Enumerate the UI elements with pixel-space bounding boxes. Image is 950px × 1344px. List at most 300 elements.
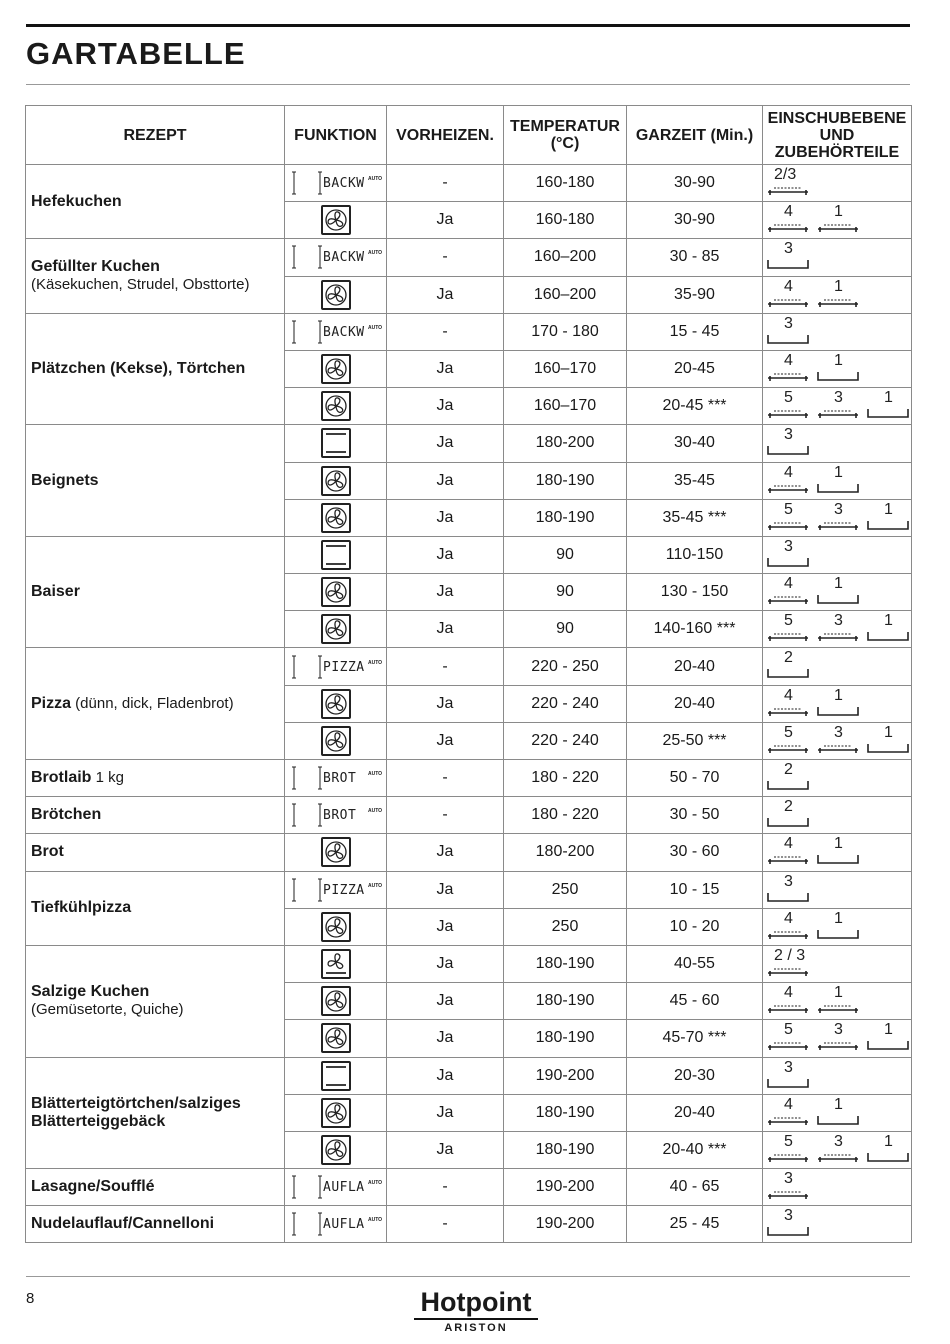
preheat-cell: Ja — [387, 536, 504, 573]
shelf-level-number: 1 — [834, 575, 843, 593]
baking-tray-icon — [818, 1116, 858, 1124]
recipe-detail: (dünn, dick, Fladenbrot) — [71, 694, 234, 712]
temperature-cell: 180-190 — [504, 1020, 627, 1057]
fan-heating-icon — [321, 466, 351, 496]
recipe-cell — [26, 797, 285, 834]
shelf-levels-diagram — [766, 798, 910, 832]
recipe-name: Gefüllter Kuchen — [31, 258, 160, 276]
brand-underline — [414, 1318, 538, 1320]
shelf-level-cell — [763, 611, 912, 648]
shelf-level-cell — [763, 797, 912, 834]
temperature-cell: 160–200 — [504, 276, 627, 313]
auto-label: AUTO — [367, 176, 382, 183]
wire-rack-icon — [818, 411, 858, 418]
auto-label: AUTO — [367, 659, 382, 666]
shelf-level-number: 3 — [834, 1021, 843, 1039]
shelf-level-cell — [763, 276, 912, 313]
fan-heating-icon — [321, 391, 351, 421]
brand-logo — [414, 1288, 538, 1334]
baking-tray-icon — [868, 744, 908, 752]
function-cell — [285, 908, 387, 945]
wire-rack-icon — [768, 1155, 808, 1162]
shelf-level-cell — [763, 1131, 912, 1168]
temperature-cell: 190-200 — [504, 1169, 627, 1206]
temperature-cell: 160-180 — [504, 165, 627, 202]
auto-program-display-icon — [288, 317, 384, 347]
preheat-cell: Ja — [387, 1131, 504, 1168]
wire-rack-icon — [768, 1118, 808, 1125]
temperature-cell: 180-200 — [504, 834, 627, 871]
cooking-time-cell: 20-45 *** — [627, 388, 763, 425]
preheat-cell: - — [387, 313, 504, 350]
baking-tray-icon — [818, 484, 858, 492]
header-temperatur-line1: TEMPERATUR — [510, 118, 620, 135]
temperature-cell: 180-190 — [504, 499, 627, 536]
auto-label: AUTO — [367, 808, 382, 815]
preheat-cell: Ja — [387, 388, 504, 425]
shelf-levels-diagram — [766, 984, 910, 1018]
wire-rack-icon — [768, 857, 808, 864]
shelf-level-cell — [763, 1206, 912, 1243]
fan-heating-icon — [321, 205, 351, 235]
baking-tray-icon — [768, 669, 808, 677]
shelf-level-cell — [763, 983, 912, 1020]
recipe-cell — [26, 648, 285, 760]
preheat-cell: Ja — [387, 202, 504, 239]
shelf-level-cell — [763, 834, 912, 871]
shelf-levels-diagram — [766, 315, 910, 349]
shelf-levels-diagram — [766, 612, 910, 646]
preheat-cell: Ja — [387, 276, 504, 313]
shelf-level-number: 3 — [784, 1207, 793, 1225]
temperature-cell: 180 - 220 — [504, 760, 627, 797]
cooking-time-cell: 30 - 50 — [627, 797, 763, 834]
shelf-level-cell — [763, 945, 912, 982]
preheat-cell: Ja — [387, 834, 504, 871]
temperature-cell: 180-190 — [504, 983, 627, 1020]
function-cell — [285, 165, 387, 202]
function-cell — [285, 425, 387, 462]
baking-tray-icon — [768, 1227, 808, 1235]
shelf-level-number: 3 — [834, 389, 843, 407]
recipe-name: Lasagne/Soufflé — [31, 1178, 155, 1196]
function-cell — [285, 1169, 387, 1206]
preheat-cell: Ja — [387, 1057, 504, 1094]
baking-tray-icon — [768, 260, 808, 268]
header-temperatur — [504, 106, 627, 165]
baking-tray-icon — [868, 521, 908, 529]
auto-program-display-icon — [288, 1209, 384, 1239]
shelf-level-cell — [763, 574, 912, 611]
cooking-time-cell: 20-40 — [627, 1094, 763, 1131]
shelf-level-number: 1 — [834, 1095, 843, 1113]
wire-rack-icon — [818, 300, 858, 307]
wire-rack-icon — [818, 225, 858, 232]
recipe-name: Plätzchen (Kekse), Törtchen — [31, 360, 246, 378]
table-row — [26, 871, 912, 908]
cooking-time-cell: 130 - 150 — [627, 574, 763, 611]
shelf-levels-diagram — [766, 1096, 910, 1130]
baking-tray-icon — [768, 781, 808, 789]
function-cell — [285, 499, 387, 536]
temperature-cell: 180-190 — [504, 1094, 627, 1131]
function-cell — [285, 462, 387, 499]
shelf-levels-diagram — [766, 1059, 910, 1093]
preheat-cell: Ja — [387, 1020, 504, 1057]
cooking-time-cell: 30-90 — [627, 165, 763, 202]
header-einschub — [763, 106, 912, 165]
temperature-cell: 180-190 — [504, 945, 627, 982]
cooking-time-cell: 140-160 *** — [627, 611, 763, 648]
shelf-level-number: 1 — [834, 984, 843, 1002]
table-row — [26, 313, 912, 350]
shelf-level-number: 1 — [884, 723, 893, 741]
temperature-cell: 220 - 250 — [504, 648, 627, 685]
cooking-time-cell: 25-50 *** — [627, 722, 763, 759]
shelf-level-number: 4 — [784, 575, 793, 593]
table-row — [26, 1169, 912, 1206]
table-row — [26, 1206, 912, 1243]
shelf-level-number: 1 — [834, 351, 843, 369]
shelf-level-number: 4 — [784, 203, 793, 221]
header-funktion: FUNKTION — [285, 106, 387, 165]
shelf-levels-diagram — [766, 873, 910, 907]
shelf-levels-diagram — [766, 203, 910, 237]
temperature-cell: 180-200 — [504, 425, 627, 462]
program-code-text: AUFLA — [322, 1180, 365, 1196]
fan-heating-icon — [321, 726, 351, 756]
recipe-cell — [26, 536, 285, 648]
temperature-cell: 180 - 220 — [504, 797, 627, 834]
shelf-levels-diagram — [766, 278, 910, 312]
temperature-cell: 220 - 240 — [504, 685, 627, 722]
auto-program-display-icon — [288, 800, 384, 830]
wire-rack-icon — [768, 1043, 808, 1050]
recipe-name: Pizza — [31, 694, 72, 712]
shelf-level-number: 1 — [884, 612, 893, 630]
wire-rack-icon — [768, 709, 808, 716]
function-cell — [285, 239, 387, 276]
shelf-level-cell — [763, 350, 912, 387]
shelf-level-number: 3 — [834, 723, 843, 741]
wire-rack-icon — [768, 411, 808, 418]
wire-rack-icon — [768, 932, 808, 939]
wire-rack-icon — [768, 486, 808, 493]
wire-rack-icon — [818, 634, 858, 641]
cooking-time-cell: 35-45 — [627, 462, 763, 499]
recipe-cell — [26, 239, 285, 313]
shelf-level-number: 2 — [784, 761, 793, 778]
function-cell — [285, 313, 387, 350]
shelf-level-number: 3 — [784, 426, 793, 444]
cooking-time-cell: 30-90 — [627, 202, 763, 239]
cooking-time-cell: 25 - 45 — [627, 1206, 763, 1243]
shelf-levels-diagram — [766, 835, 910, 869]
cooking-time-cell: 45 - 60 — [627, 983, 763, 1020]
wire-rack-icon — [818, 523, 858, 530]
recipe-name: Baiser — [31, 583, 80, 601]
shelf-level-number: 4 — [784, 1095, 793, 1113]
preheat-cell: - — [387, 797, 504, 834]
shelf-level-number: 2 — [784, 649, 793, 667]
shelf-level-number: 3 — [784, 240, 793, 258]
baking-tray-icon — [818, 707, 858, 715]
header-rezept: REZEPT — [26, 106, 285, 165]
table-row — [26, 834, 912, 871]
temperature-cell: 250 — [504, 908, 627, 945]
recipe-cell — [26, 313, 285, 425]
function-cell — [285, 1020, 387, 1057]
table-row — [26, 536, 912, 573]
function-cell — [285, 350, 387, 387]
function-cell — [285, 1131, 387, 1168]
shelf-levels-diagram — [766, 501, 910, 535]
shelf-level-cell — [763, 1169, 912, 1206]
auto-program-display-icon — [288, 168, 384, 198]
wire-rack-icon — [768, 374, 808, 381]
baking-tray-icon — [768, 893, 808, 901]
temperature-cell: 250 — [504, 871, 627, 908]
shelf-levels-diagram — [766, 352, 910, 386]
function-cell — [285, 276, 387, 313]
wire-rack-icon — [818, 1155, 858, 1162]
program-code-text: AUFLA — [322, 1217, 365, 1233]
shelf-levels-diagram — [766, 687, 910, 721]
table-row — [26, 165, 912, 202]
cooking-time-cell: 110-150 — [627, 536, 763, 573]
wire-rack-icon — [768, 523, 808, 530]
preheat-cell: Ja — [387, 685, 504, 722]
top-rule — [26, 24, 910, 27]
temperature-cell: 180-190 — [504, 1131, 627, 1168]
bottom-heat-fan-icon — [321, 949, 351, 979]
baking-tray-icon — [868, 632, 908, 640]
shelf-level-cell — [763, 1094, 912, 1131]
shelf-levels-diagram — [766, 166, 910, 200]
temperature-cell: 220 - 240 — [504, 722, 627, 759]
baking-tray-icon — [868, 1041, 908, 1049]
shelf-level-number: 4 — [784, 835, 793, 853]
shelf-level-number: 1 — [834, 277, 843, 295]
auto-label: AUTO — [367, 250, 382, 257]
recipe-name: Nudelauflauf/Cannelloni — [31, 1215, 215, 1233]
shelf-level-number: 5 — [784, 723, 793, 741]
shelf-levels-diagram — [766, 1207, 910, 1241]
baking-tray-icon — [818, 930, 858, 938]
shelf-level-number: 3 — [784, 872, 793, 890]
shelf-level-cell — [763, 425, 912, 462]
temperature-cell: 90 — [504, 574, 627, 611]
shelf-level-number: 1 — [884, 1021, 893, 1039]
wire-rack-icon — [768, 1192, 808, 1199]
recipe-name: Brot — [31, 843, 64, 861]
preheat-cell: Ja — [387, 945, 504, 982]
recipe-cell — [26, 165, 285, 239]
wire-rack-icon — [768, 634, 808, 641]
table-row — [26, 797, 912, 834]
recipe-cell — [26, 425, 285, 537]
shelf-level-number: 1 — [834, 463, 843, 481]
recipe-detail: (Gemüsetorte, Quiche) — [31, 1001, 184, 1019]
cooking-table — [25, 105, 912, 1243]
shelf-levels-diagram — [766, 464, 910, 498]
header-temperatur-line2: (°C) — [550, 135, 580, 152]
shelf-level-number: 4 — [784, 277, 793, 295]
shelf-level-number: 3 — [784, 537, 793, 555]
shelf-level-cell — [763, 685, 912, 722]
function-cell — [285, 983, 387, 1020]
function-cell — [285, 611, 387, 648]
temperature-cell: 170 - 180 — [504, 313, 627, 350]
cooking-time-cell: 40 - 65 — [627, 1169, 763, 1206]
shelf-levels-diagram — [766, 575, 910, 609]
shelf-level-number: 3 — [834, 1132, 843, 1150]
shelf-level-number: 4 — [784, 984, 793, 1002]
function-cell — [285, 945, 387, 982]
preheat-cell: Ja — [387, 462, 504, 499]
recipe-cell — [26, 1206, 285, 1243]
function-cell — [285, 202, 387, 239]
shelf-levels-diagram — [766, 649, 910, 683]
shelf-level-cell — [763, 239, 912, 276]
program-code-text: BROT — [322, 771, 356, 787]
shelf-level-number: 3 — [784, 1058, 793, 1076]
function-cell — [285, 1094, 387, 1131]
function-cell — [285, 871, 387, 908]
function-cell — [285, 1057, 387, 1094]
auto-label: AUTO — [367, 882, 382, 889]
recipe-cell — [26, 1169, 285, 1206]
fan-heating-icon — [321, 614, 351, 644]
program-code-text: BACKW — [322, 324, 365, 340]
shelf-level-number: 1 — [834, 835, 843, 853]
brand-sub: ARISTON — [444, 1322, 508, 1334]
shelf-level-cell — [763, 760, 912, 797]
cooking-time-cell: 40-55 — [627, 945, 763, 982]
shelf-levels-diagram — [766, 724, 910, 758]
cooking-time-cell: 20-30 — [627, 1057, 763, 1094]
auto-program-display-icon — [288, 652, 384, 682]
preheat-cell: - — [387, 760, 504, 797]
shelf-level-number: 5 — [784, 612, 793, 630]
recipe-name: Beignets — [31, 471, 99, 489]
function-cell — [285, 797, 387, 834]
wire-rack-icon — [768, 225, 808, 232]
recipe-cell — [26, 1057, 285, 1169]
temperature-cell: 190-200 — [504, 1057, 627, 1094]
baking-tray-icon — [818, 595, 858, 603]
fan-heating-icon — [321, 577, 351, 607]
shelf-levels-diagram — [766, 1133, 910, 1167]
shelf-level-number: 2 / 3 — [774, 946, 806, 964]
shelf-level-number: 5 — [784, 1132, 793, 1150]
baking-tray-icon — [868, 1153, 908, 1161]
baking-tray-icon — [768, 818, 808, 826]
preheat-cell: Ja — [387, 983, 504, 1020]
function-cell — [285, 685, 387, 722]
recipe-name: Brötchen — [31, 806, 102, 824]
temperature-cell: 180-190 — [504, 462, 627, 499]
shelf-level-cell — [763, 462, 912, 499]
function-cell — [285, 648, 387, 685]
top-bottom-heat-icon — [321, 428, 351, 458]
shelf-levels-diagram — [766, 426, 910, 460]
preheat-cell: Ja — [387, 350, 504, 387]
recipe-cell — [26, 760, 285, 797]
header-einschub-line1: EINSCHUBEBENE — [767, 109, 907, 127]
recipe-name: Tiefkühlpizza — [31, 899, 132, 917]
shelf-level-number: 4 — [784, 909, 793, 927]
wire-rack-icon — [768, 300, 808, 307]
shelf-level-number: 5 — [784, 389, 793, 407]
recipe-name: Hefekuchen — [31, 192, 122, 210]
shelf-level-cell — [763, 536, 912, 573]
header-garzeit: GARZEIT (Min.) — [627, 106, 763, 165]
title-rule — [26, 84, 910, 85]
preheat-cell: - — [387, 1206, 504, 1243]
recipe-cell — [26, 871, 285, 945]
recipe-name: Salzige Kuchen — [31, 983, 150, 1001]
wire-rack-icon — [768, 1006, 808, 1013]
cooking-time-cell: 30-40 — [627, 425, 763, 462]
fan-heating-icon — [321, 689, 351, 719]
shelf-level-number: 3 — [834, 612, 843, 630]
shelf-levels-diagram — [766, 389, 910, 423]
preheat-cell: - — [387, 165, 504, 202]
fan-heating-icon — [321, 280, 351, 310]
shelf-level-cell — [763, 202, 912, 239]
baking-tray-icon — [818, 855, 858, 863]
cooking-time-cell: 20-40 — [627, 648, 763, 685]
program-code-text: PIZZA — [322, 882, 365, 898]
shelf-level-number: 4 — [784, 351, 793, 369]
auto-program-display-icon — [288, 242, 384, 272]
brand-name: Hotpoint — [420, 1287, 532, 1317]
fan-heating-icon — [321, 1135, 351, 1165]
table-row — [26, 425, 912, 462]
wire-rack-icon — [768, 746, 808, 753]
cooking-time-cell: 20-40 — [627, 685, 763, 722]
cooking-time-cell: 20-40 *** — [627, 1131, 763, 1168]
wire-rack-icon — [818, 1006, 858, 1013]
auto-program-display-icon — [288, 1172, 384, 1202]
shelf-levels-diagram — [766, 240, 910, 274]
shelf-level-number: 4 — [784, 463, 793, 481]
cooking-time-cell: 50 - 70 — [627, 760, 763, 797]
cooking-time-cell: 35-90 — [627, 276, 763, 313]
recipe-cell — [26, 834, 285, 871]
shelf-level-number: 1 — [834, 686, 843, 704]
cooking-time-cell: 30 - 60 — [627, 834, 763, 871]
shelf-level-number: 5 — [784, 1021, 793, 1039]
wire-rack-icon — [768, 597, 808, 604]
shelf-level-number: 2 — [784, 798, 793, 816]
temperature-cell: 90 — [504, 536, 627, 573]
shelf-level-number: 3 — [784, 1170, 793, 1188]
function-cell — [285, 536, 387, 573]
preheat-cell: Ja — [387, 611, 504, 648]
program-code-text: PIZZA — [322, 659, 365, 675]
baking-tray-icon — [768, 446, 808, 454]
program-code-text: BACKW — [322, 176, 365, 192]
shelf-level-number: 4 — [784, 686, 793, 704]
fan-heating-icon — [321, 912, 351, 942]
function-cell — [285, 834, 387, 871]
temperature-cell: 160–200 — [504, 239, 627, 276]
auto-label: AUTO — [367, 1217, 382, 1224]
auto-label: AUTO — [367, 324, 382, 331]
shelf-levels-diagram — [766, 1170, 910, 1204]
